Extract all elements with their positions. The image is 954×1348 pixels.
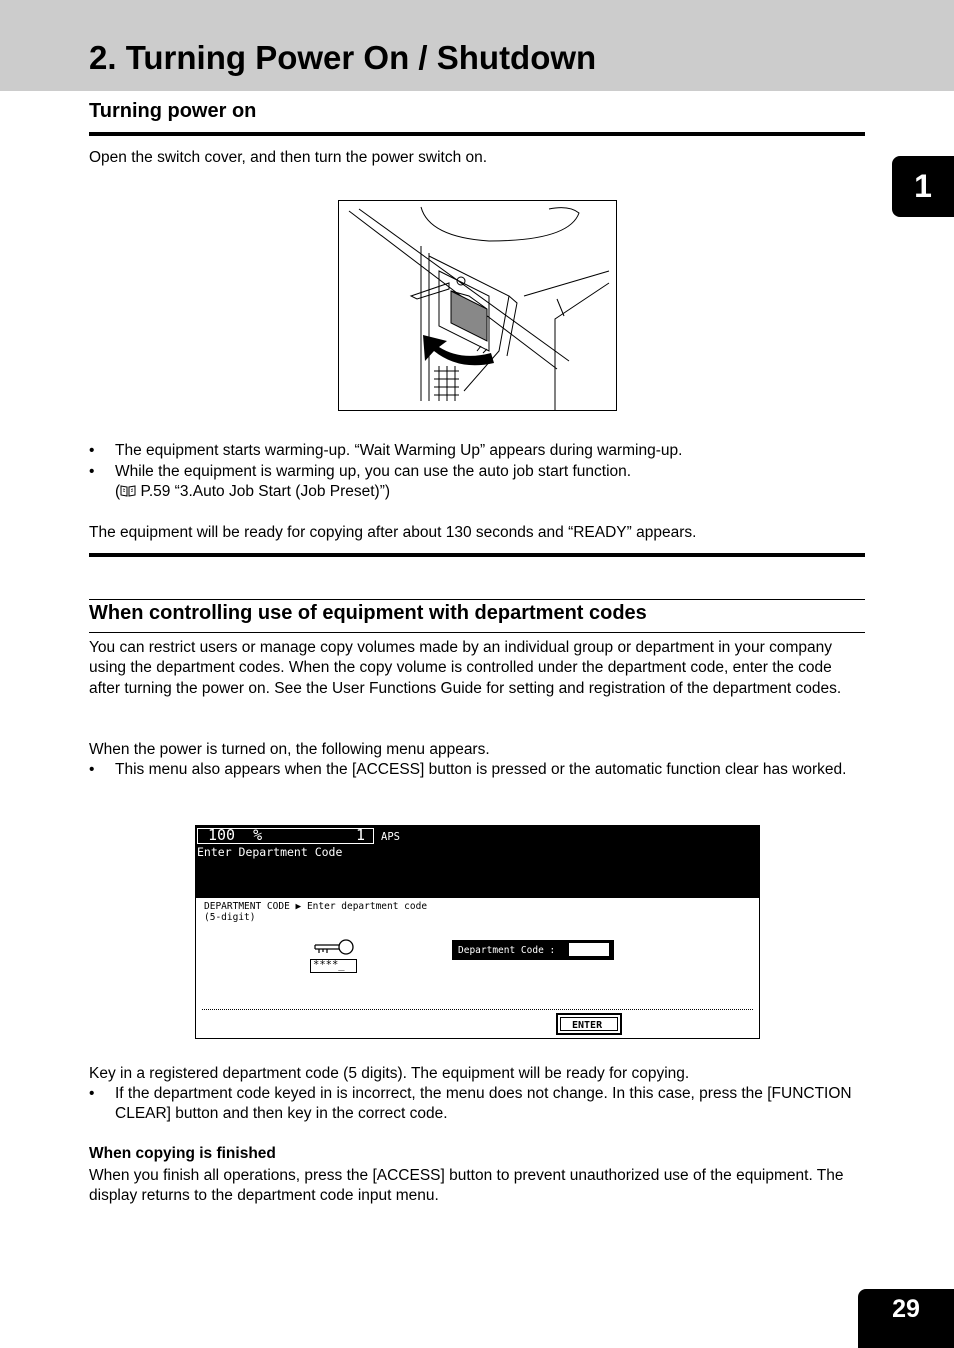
key-icon [313, 938, 355, 956]
field-input[interactable] [569, 943, 609, 956]
page-number: 29 [858, 1289, 954, 1348]
ready-text: The equipment will be ready for copying after about 130 seconds and “READY” appears. [89, 524, 697, 541]
section-rule [89, 132, 865, 136]
reference-open: ( [115, 483, 121, 500]
menu-appears-text: When the power is turned on, the following menu appears. [89, 741, 490, 758]
chapter-tab[interactable]: 1 [892, 156, 954, 217]
instruction-line: (5-digit) [204, 912, 256, 923]
power-switch-drawing [339, 201, 616, 410]
power-switch-illustration [338, 200, 617, 411]
enter-button[interactable] [556, 1013, 622, 1035]
bullet-mark: • [89, 463, 95, 480]
department-code-screen [195, 825, 760, 1039]
bullet-mark: • [89, 442, 95, 459]
heading-rule-bottom [89, 632, 865, 633]
heading-rule-top [89, 599, 865, 600]
zoom-value: 100 % [208, 826, 263, 844]
instruction-line: DEPARTMENT CODE ▶ Enter department code [204, 901, 428, 912]
section-end-rule [89, 553, 865, 557]
bullet-text: The equipment starts warming-up. “Wait Warming Up” appears during warming-up. [115, 442, 683, 459]
section-heading-power-on: Turning power on [89, 100, 257, 122]
department-code-field[interactable] [452, 940, 614, 960]
department-intro-text: You can restrict users or manage copy volumes made by an individual group or department in your company using the department codes. When the copy volume is controlled under the department code, enter the code after turning the power on. See the User Functions Guide for setting and registration of the department codes. [89, 639, 842, 697]
reference-link[interactable]: P.59 “3.Auto Job Start (Job Preset)”) [136, 483, 391, 500]
subheading-copying-finished: When copying is finished [89, 1145, 276, 1162]
page-title: 2. Turning Power On / Shutdown [89, 39, 597, 76]
zoom-box [197, 828, 374, 844]
intro-text: Open the switch cover, and then turn the power switch on. [89, 149, 488, 166]
bullet-text: If the department code keyed in is incorrect, the menu does not change. In this case, press the [FUNCTION CLEAR] button and then key in the correct code. [115, 1085, 852, 1123]
screen-divider [202, 1009, 753, 1010]
copies-count: 1 [356, 826, 366, 844]
enter-button-label: ENTER [572, 1020, 603, 1031]
masked-code: ****_ [313, 959, 345, 971]
bullet-text: While the equipment is warming up, you can use the auto job start function. [115, 463, 632, 480]
section-heading-department-codes: When controlling use of equipment with department codes [89, 602, 647, 624]
book-icon [120, 483, 136, 496]
mode-indicator: APS [381, 831, 400, 843]
finish-text: When you finish all operations, press the [ACCESS] button to prevent unauthorized use of the equipment. The display returns to the department code input menu. [89, 1167, 844, 1205]
field-label: Department Code : [458, 945, 556, 956]
bullet-mark: • [89, 761, 95, 778]
masked-code-box [310, 959, 357, 973]
key-in-text: Key in a registered department code (5 digits). The equipment will be ready for copying. [89, 1065, 690, 1082]
screen-message: Enter Department Code [197, 845, 343, 859]
bullet-text: This menu also appears when the [ACCESS] button is pressed or the automatic function clear has worked. [115, 761, 847, 778]
bullet-mark: • [89, 1085, 95, 1102]
